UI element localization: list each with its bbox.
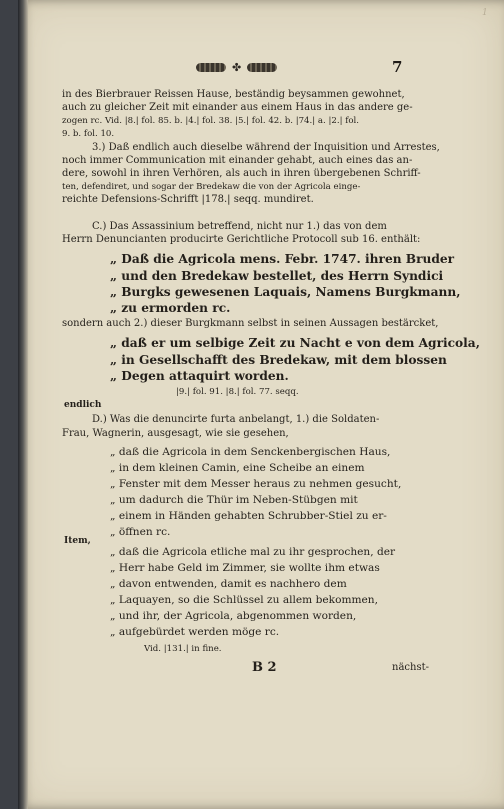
- book-binding-shadow: [18, 0, 28, 809]
- quote-line: „ Laquayen, so die Schlüssel zu allem bekommen,: [110, 594, 378, 606]
- text-line: Frau, Wagnerin, ausgesagt, wie sie gesehen,: [62, 428, 289, 439]
- quote-line: „ und ihr, der Agricola, abgenommen worden,: [110, 610, 357, 622]
- ornament-center-icon: ✤: [232, 61, 242, 74]
- ornament-left: [196, 63, 226, 72]
- header-ornament: [196, 63, 277, 72]
- text-line: zogen rc. Vid. |8.| fol. 85. b. |4.| fol. 38. |5.| fol. 42. b. |74.| a. |2.| fol.: [62, 116, 360, 126]
- text-line: in des Bierbrauer Reissen Hause, beständig beysammen gewohnet,: [62, 89, 405, 100]
- text-line: ten, defendiret, und sogar der Bredekaw die von der Agricola einge-: [62, 182, 361, 192]
- text-line: sondern auch 2.) dieser Burgkmann selbst in seinen Aussagen bestärcket,: [62, 318, 439, 329]
- text-line: dere, sowohl in ihren Verhören, als auch in ihren übergebenen Schriff-: [62, 168, 421, 179]
- text-line: reichte Defensions-Schrifft |178.| seqq. mundiret.: [62, 194, 314, 205]
- catchword: nächst-: [392, 662, 429, 673]
- text-line: D.) Was die denuncirte furta anbelangt, 1.) die Soldaten-: [92, 414, 380, 425]
- quote-line: „ um dadurch die Thür im Neben-Stübgen mit: [110, 494, 358, 506]
- quote-line: „ Daß die Agricola mens. Febr. 1747. ihren Bruder: [110, 252, 455, 266]
- margin-note-endlich: endlich: [64, 400, 102, 410]
- quote-line: „ daß die Agricola in dem Senckenbergischen Haus,: [110, 446, 391, 458]
- text-line: auch zu gleicher Zeit mit einander aus einem Haus in das andere ge-: [62, 102, 413, 113]
- quote-line: „ und den Bredekaw bestellet, des Herrn Syndici: [110, 269, 444, 283]
- corner-mark: 1: [482, 8, 488, 18]
- quote-line: „ Herr habe Geld im Zimmer, sie wollte ihm etwas: [110, 562, 380, 574]
- page-number: 7: [392, 58, 403, 76]
- ornament-right: [247, 63, 277, 72]
- quote-line: „ zu ermorden rc.: [110, 301, 231, 315]
- quote-line: „ einem in Händen gehabten Schrubber-Stiel zu er-: [110, 510, 387, 522]
- text-line: Herrn Denuncianten producirte Gerichtliche Protocoll sub 16. enthält:: [62, 234, 421, 245]
- document-page: [18, 0, 504, 809]
- quote-line: „ Fenster mit dem Messer heraus zu nehmen gesucht,: [110, 478, 402, 490]
- text-line: noch immer Communication mit einander gehabt, auch eines das an-: [62, 155, 413, 166]
- text-line: 3.) Daß endlich auch dieselbe während der Inquisition und Arrestes,: [92, 142, 440, 153]
- quote-line: „ daß er um selbige Zeit zu Nacht e von dem Agricola,: [110, 336, 480, 350]
- reference-line: Vid. |131.| in fine.: [144, 644, 222, 654]
- quote-line: „ Burgks gewesenen Laquais, Namens Burgkmann,: [110, 285, 461, 299]
- quote-line: „ davon entwenden, damit es nachhero dem: [110, 578, 347, 590]
- text-line: 9. b. fol. 10.: [62, 129, 115, 139]
- quote-line: „ in Gesellschafft des Bredekaw, mit dem blossen: [110, 353, 447, 367]
- quote-line: „ Degen attaquirt worden.: [110, 369, 289, 383]
- quote-line: „ in dem kleinen Camin, eine Scheibe an einem: [110, 462, 365, 474]
- reference-line: |9.| fol. 91. |8.| fol. 77. seqq.: [176, 387, 299, 397]
- quote-line: „ öffnen rc.: [110, 526, 171, 538]
- margin-note-item: Item,: [64, 536, 91, 546]
- signature-mark: B 2: [252, 660, 277, 675]
- text-line: C.) Das Assassinium betreffend, nicht nur 1.) das von dem: [92, 221, 387, 232]
- quote-line: „ daß die Agricola etliche mal zu ihr gesprochen, der: [110, 546, 396, 558]
- quote-line: „ aufgebürdet werden möge rc.: [110, 626, 280, 638]
